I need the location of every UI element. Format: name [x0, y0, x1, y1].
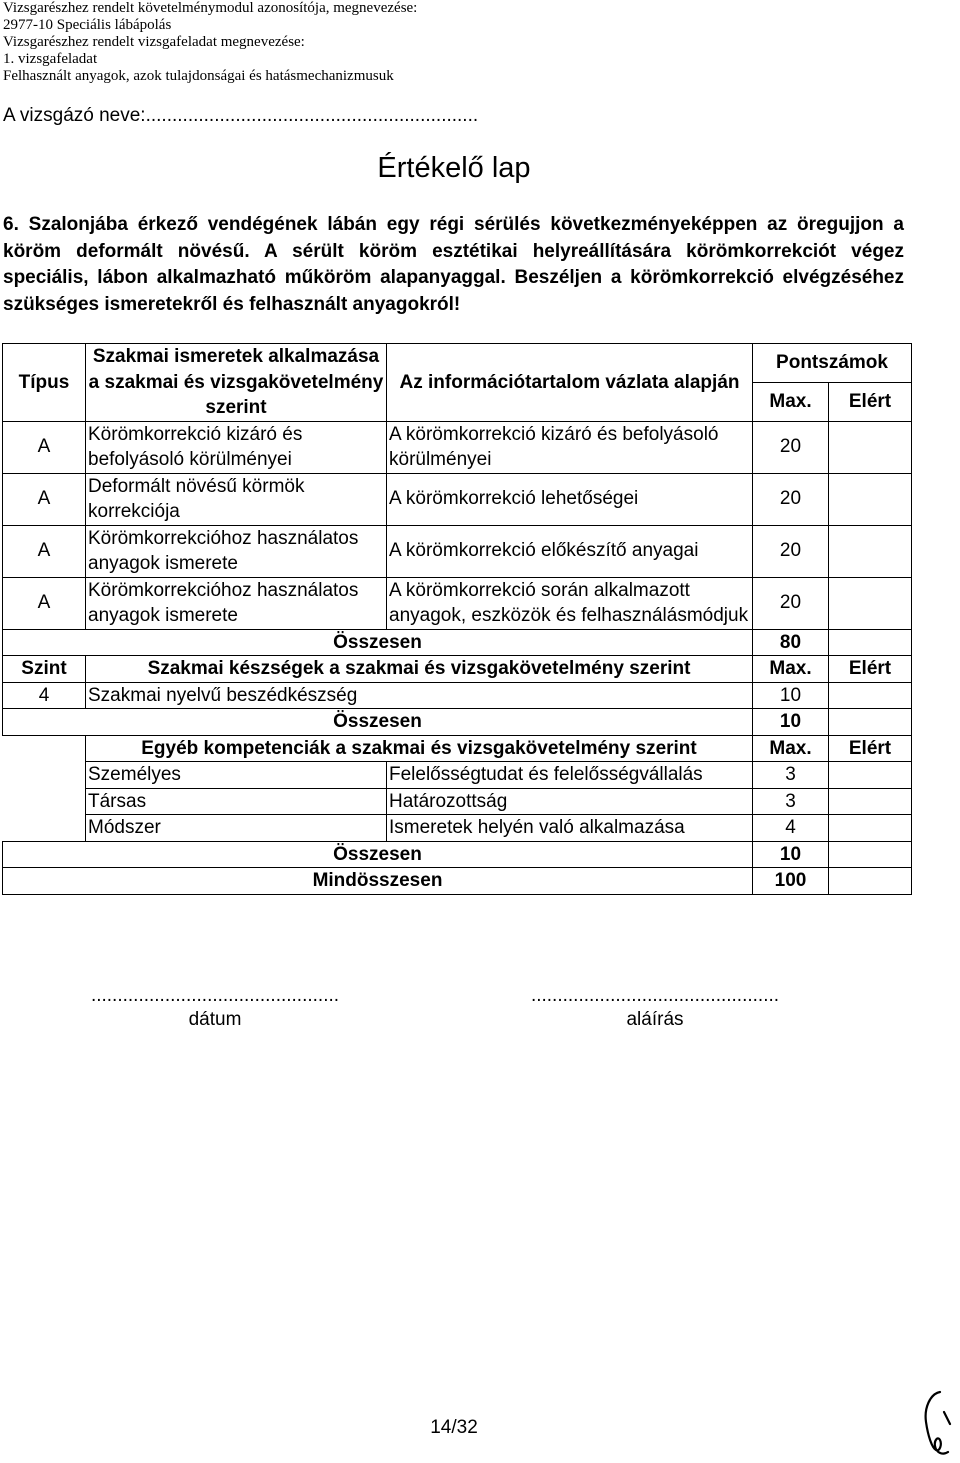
- competence-label: Határozottság: [387, 788, 753, 815]
- signature-field[interactable]: [505, 984, 805, 1032]
- signature-label: aláírás: [626, 1009, 684, 1030]
- subtotal-value: 10: [753, 841, 829, 868]
- header-line: 2977-10 Speciális lábápolás: [3, 17, 172, 33]
- row-type: A: [3, 525, 86, 577]
- table-row: [3, 473, 912, 525]
- skills-level-header: Szint: [3, 656, 86, 683]
- row-type: A: [3, 577, 86, 629]
- evaluation-table: [2, 343, 912, 895]
- competence-max: 3: [753, 788, 829, 815]
- header-line: Felhasznált anyagok, azok tulajdonságai és hatásmechanizmusuk: [3, 68, 394, 84]
- table-row: [3, 682, 912, 709]
- competence-category: Személyes: [86, 762, 387, 789]
- row-achieved-field[interactable]: [829, 525, 912, 577]
- row-max: 20: [753, 421, 829, 473]
- table-header-row: [3, 344, 912, 383]
- skill-level: 4: [3, 682, 86, 709]
- subtotal-value: 10: [753, 709, 829, 736]
- page-number: 14/32: [430, 1417, 478, 1438]
- competence-achieved-header: Elért: [829, 735, 912, 762]
- date-field[interactable]: [65, 984, 365, 1032]
- subtotal-row: [3, 629, 912, 656]
- competence-achieved-field[interactable]: [829, 815, 912, 842]
- competence-achieved-field[interactable]: [829, 762, 912, 789]
- row-max: 20: [753, 577, 829, 629]
- competence-label: Ismeretek helyén való alkalmazása: [387, 815, 753, 842]
- competence-max: 4: [753, 815, 829, 842]
- subtotal-label: Összesen: [3, 709, 753, 736]
- date-dots: ...............................................: [90, 985, 340, 1006]
- table-row: [3, 421, 912, 473]
- row-knowledge: Körömkorrekcióhoz használatos anyagok ismerete: [86, 577, 387, 629]
- row-knowledge: Deformált növésű körmök korrekciója: [86, 473, 387, 525]
- row-info: A körömkorrekció előkészítő anyagai: [387, 525, 753, 577]
- row-max: 20: [753, 525, 829, 577]
- row-knowledge: Körömkorrekció kizáró és befolyásoló körülményei: [86, 421, 387, 473]
- competence-header-row: [3, 735, 912, 762]
- grand-total-label: Mindösszesen: [3, 868, 753, 895]
- competence-category: Módszer: [86, 815, 387, 842]
- grand-total-achieved-field[interactable]: [829, 868, 912, 895]
- competence-title: Egyéb kompetenciák a szakmai és vizsgakövetelmény szerint: [86, 735, 753, 762]
- competence-label: Felelősségtudat és felelősségvállalás: [387, 762, 753, 789]
- competence-max-header: Max.: [753, 735, 829, 762]
- table-row: [3, 525, 912, 577]
- row-type: A: [3, 421, 86, 473]
- table-row: [3, 762, 912, 789]
- signature-dots: ...............................................: [530, 985, 780, 1006]
- table-row: [3, 788, 912, 815]
- grand-total-value: 100: [753, 868, 829, 895]
- header-type: Típus: [3, 344, 86, 422]
- header-line: Vizsgarészhez rendelt követelménymodul azonosítója, megnevezése:: [3, 0, 418, 16]
- header-knowledge: Szakmai ismeretek alkalmazása a szakmai és vizsgakövetelmény szerint: [86, 344, 387, 422]
- table-row: [3, 815, 912, 842]
- subtotal-label: Összesen: [3, 841, 753, 868]
- subtotal-achieved-field[interactable]: [829, 841, 912, 868]
- examinee-name-line: A vizsgázó neve:...............................................................: [3, 105, 479, 126]
- table-row: [3, 577, 912, 629]
- row-achieved-field[interactable]: [829, 473, 912, 525]
- subtotal-value: 80: [753, 629, 829, 656]
- subtotal-achieved-field[interactable]: [829, 709, 912, 736]
- row-info: A körömkorrekció során alkalmazott anyagok, eszközök és felhasználásmódjuk: [387, 577, 753, 629]
- skills-header-row: [3, 656, 912, 683]
- task-description: 6. Szalonjába érkező vendégének lábán egy régi sérülés következményeképpen az öregujjon a köröm deformált növésű. A sérült köröm esztétikai helyreállítására körömkorrekciót végez speciális, lábon alkalmazható műköröm alapanyaggal. Beszéljen a körömkorrekció elvégzéséhez szükséges ismeretekről és felhasznált anyagokról!: [3, 214, 904, 315]
- skills-achieved-header: Elért: [829, 656, 912, 683]
- skills-title: Szakmai készségek a szakmai és vizsgakövetelmény szerint: [86, 656, 753, 683]
- row-type: A: [3, 473, 86, 525]
- row-achieved-field[interactable]: [829, 577, 912, 629]
- header-achieved: Elért: [829, 382, 912, 421]
- grand-total-row: [3, 868, 912, 895]
- row-knowledge: Körömkorrekcióhoz használatos anyagok ismerete: [86, 525, 387, 577]
- row-info: A körömkorrekció kizáró és befolyásoló körülményei: [387, 421, 753, 473]
- row-info: A körömkorrekció lehetőségei: [387, 473, 753, 525]
- subtotal-label: Összesen: [3, 629, 753, 656]
- header-info: Az információtartalom vázlata alapján: [387, 344, 753, 422]
- date-label: dátum: [188, 1009, 242, 1030]
- skill-label: Szakmai nyelvű beszédkészség: [86, 682, 753, 709]
- subtotal-row: [3, 709, 912, 736]
- competence-achieved-field[interactable]: [829, 788, 912, 815]
- header-line: 1. vizsgafeladat: [3, 51, 98, 67]
- skill-achieved-field[interactable]: [829, 682, 912, 709]
- competence-max: 3: [753, 762, 829, 789]
- handwritten-signature-icon: [918, 1386, 958, 1458]
- document-header: [3, 0, 417, 85]
- subtotal-row: [3, 841, 912, 868]
- row-achieved-field[interactable]: [829, 421, 912, 473]
- header-max: Max.: [753, 382, 829, 421]
- skills-max-header: Max.: [753, 656, 829, 683]
- header-line: Vizsgarészhez rendelt vizsgafeladat megnevezése:: [3, 34, 305, 50]
- skill-max: 10: [753, 682, 829, 709]
- row-max: 20: [753, 473, 829, 525]
- header-points: Pontszámok: [753, 344, 912, 383]
- competence-category: Társas: [86, 788, 387, 815]
- subtotal-achieved-field[interactable]: [829, 629, 912, 656]
- page-title: Értékelő lap: [377, 152, 531, 184]
